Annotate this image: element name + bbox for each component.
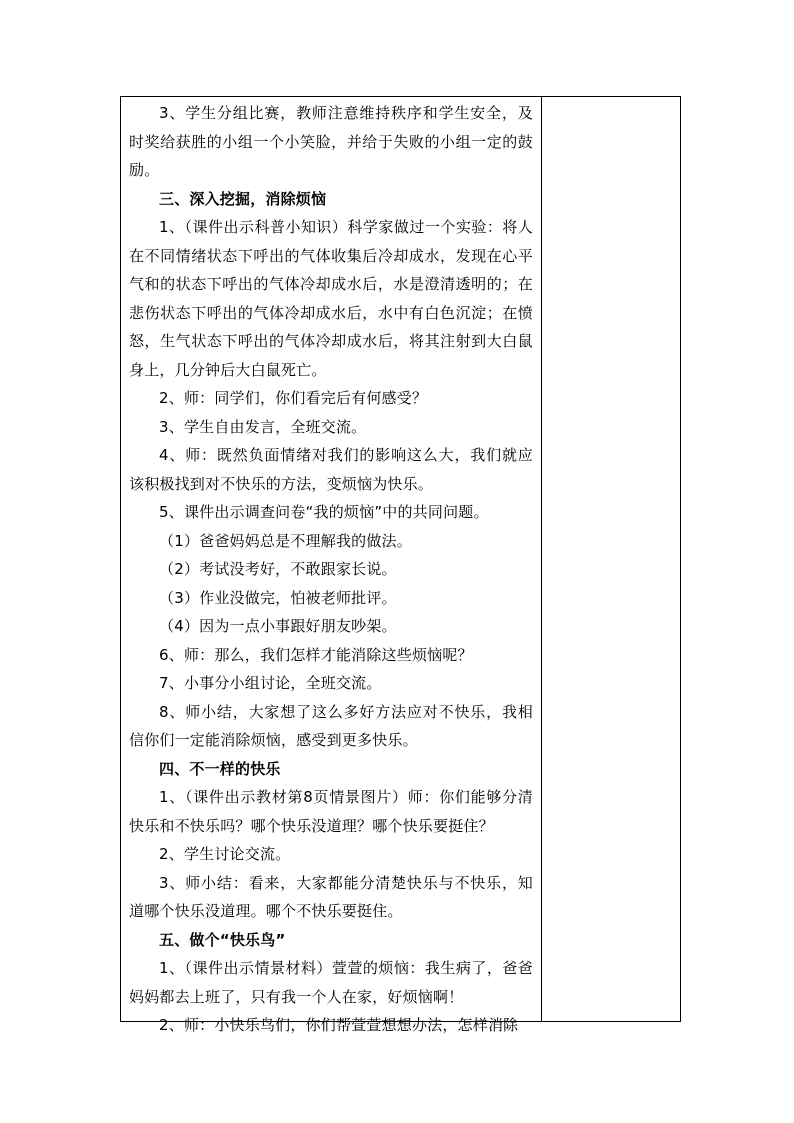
notes-cell — [542, 97, 680, 1021]
paragraph: 5、课件出示调查问卷“我的烦恼”中的共同问题。 — [159, 503, 489, 521]
sub-item: （2）考试没考好，不敢跟家长说。 — [159, 560, 397, 578]
paragraph: 4、师：既然负面情绪对我们的影响这么大，我们就应该积极找到对不快乐的方法，变烦恼为快乐。 — [129, 446, 533, 493]
paragraph: 1、（课件出示情景材料）萱萱的烦恼：我生病了，爸爸妈妈都去上班了，只有我一个人在家，好烦恼啊！ — [129, 959, 533, 1006]
sub-item: （4）因为一点小事跟好朋友吵架。 — [159, 617, 397, 635]
paragraph: 2、师：同学们，你们看完后有何感受？ — [159, 389, 428, 407]
sub-item: （3）作业没做完，怕被老师批评。 — [159, 588, 397, 607]
sub-item: （1）爸爸妈妈总是不理解我的做法。 — [159, 531, 412, 550]
paragraph: 2、师：小快乐鸟们，你们帮萱萱想想办法，怎样消除 — [159, 1016, 519, 1034]
section-heading: 三、深入挖掘，消除烦恼 — [159, 189, 327, 208]
paragraph: 8、师小结，大家想了这么多好方法应对不快乐，我相信你们一定能消除烦恼，感受到更多快乐。 — [129, 702, 533, 749]
lesson-content-cell — [121, 97, 541, 1034]
paragraph: 7、小事分小组讨论，全班交流。 — [159, 674, 382, 692]
lesson-table — [120, 96, 681, 1034]
paragraph: 6、师：那么，我们怎样才能消除这些烦恼呢？ — [159, 645, 473, 664]
paragraph: 3、学生分组比赛，教师注意维持秩序和学生安全，及时奖给获胜的小组一个小笑脸，并给于失败的小组一定的鼓励。 — [129, 104, 533, 179]
paragraph: 3、师小结：看来，大家都能分清楚快乐与不快乐，知道哪个快乐没道理。哪个不快乐要挺住。 — [129, 873, 533, 920]
paragraph: 2、学生讨论交流。 — [159, 845, 291, 863]
paragraph: 3、学生自由发言，全班交流。 — [159, 417, 367, 436]
section-heading: 五、做个“快乐鸟” — [159, 930, 286, 949]
paragraph: 1、（课件出示教材第8页情景图片）师：你们能够分清快乐和不快乐吗？哪个快乐没道理？哪个快乐要挺住？ — [129, 788, 533, 835]
paragraph: 1、（课件出示科普小知识）科学家做过一个实验：将人在不同情绪状态下呼出的气体收集后冷却成水，发现在心平气和的状态下呼出的气体冷却成水后，水是澄清透明的；在悲伤状态下呼出的气体冷却成水后，水中有白色沉淀；在愤怒，生气状态下呼出的气体冷却成水后，将其注射到大白鼠身上，几分钟后大白鼠死亡。 — [129, 218, 533, 379]
section-heading: 四、不一样的快乐 — [159, 759, 281, 778]
